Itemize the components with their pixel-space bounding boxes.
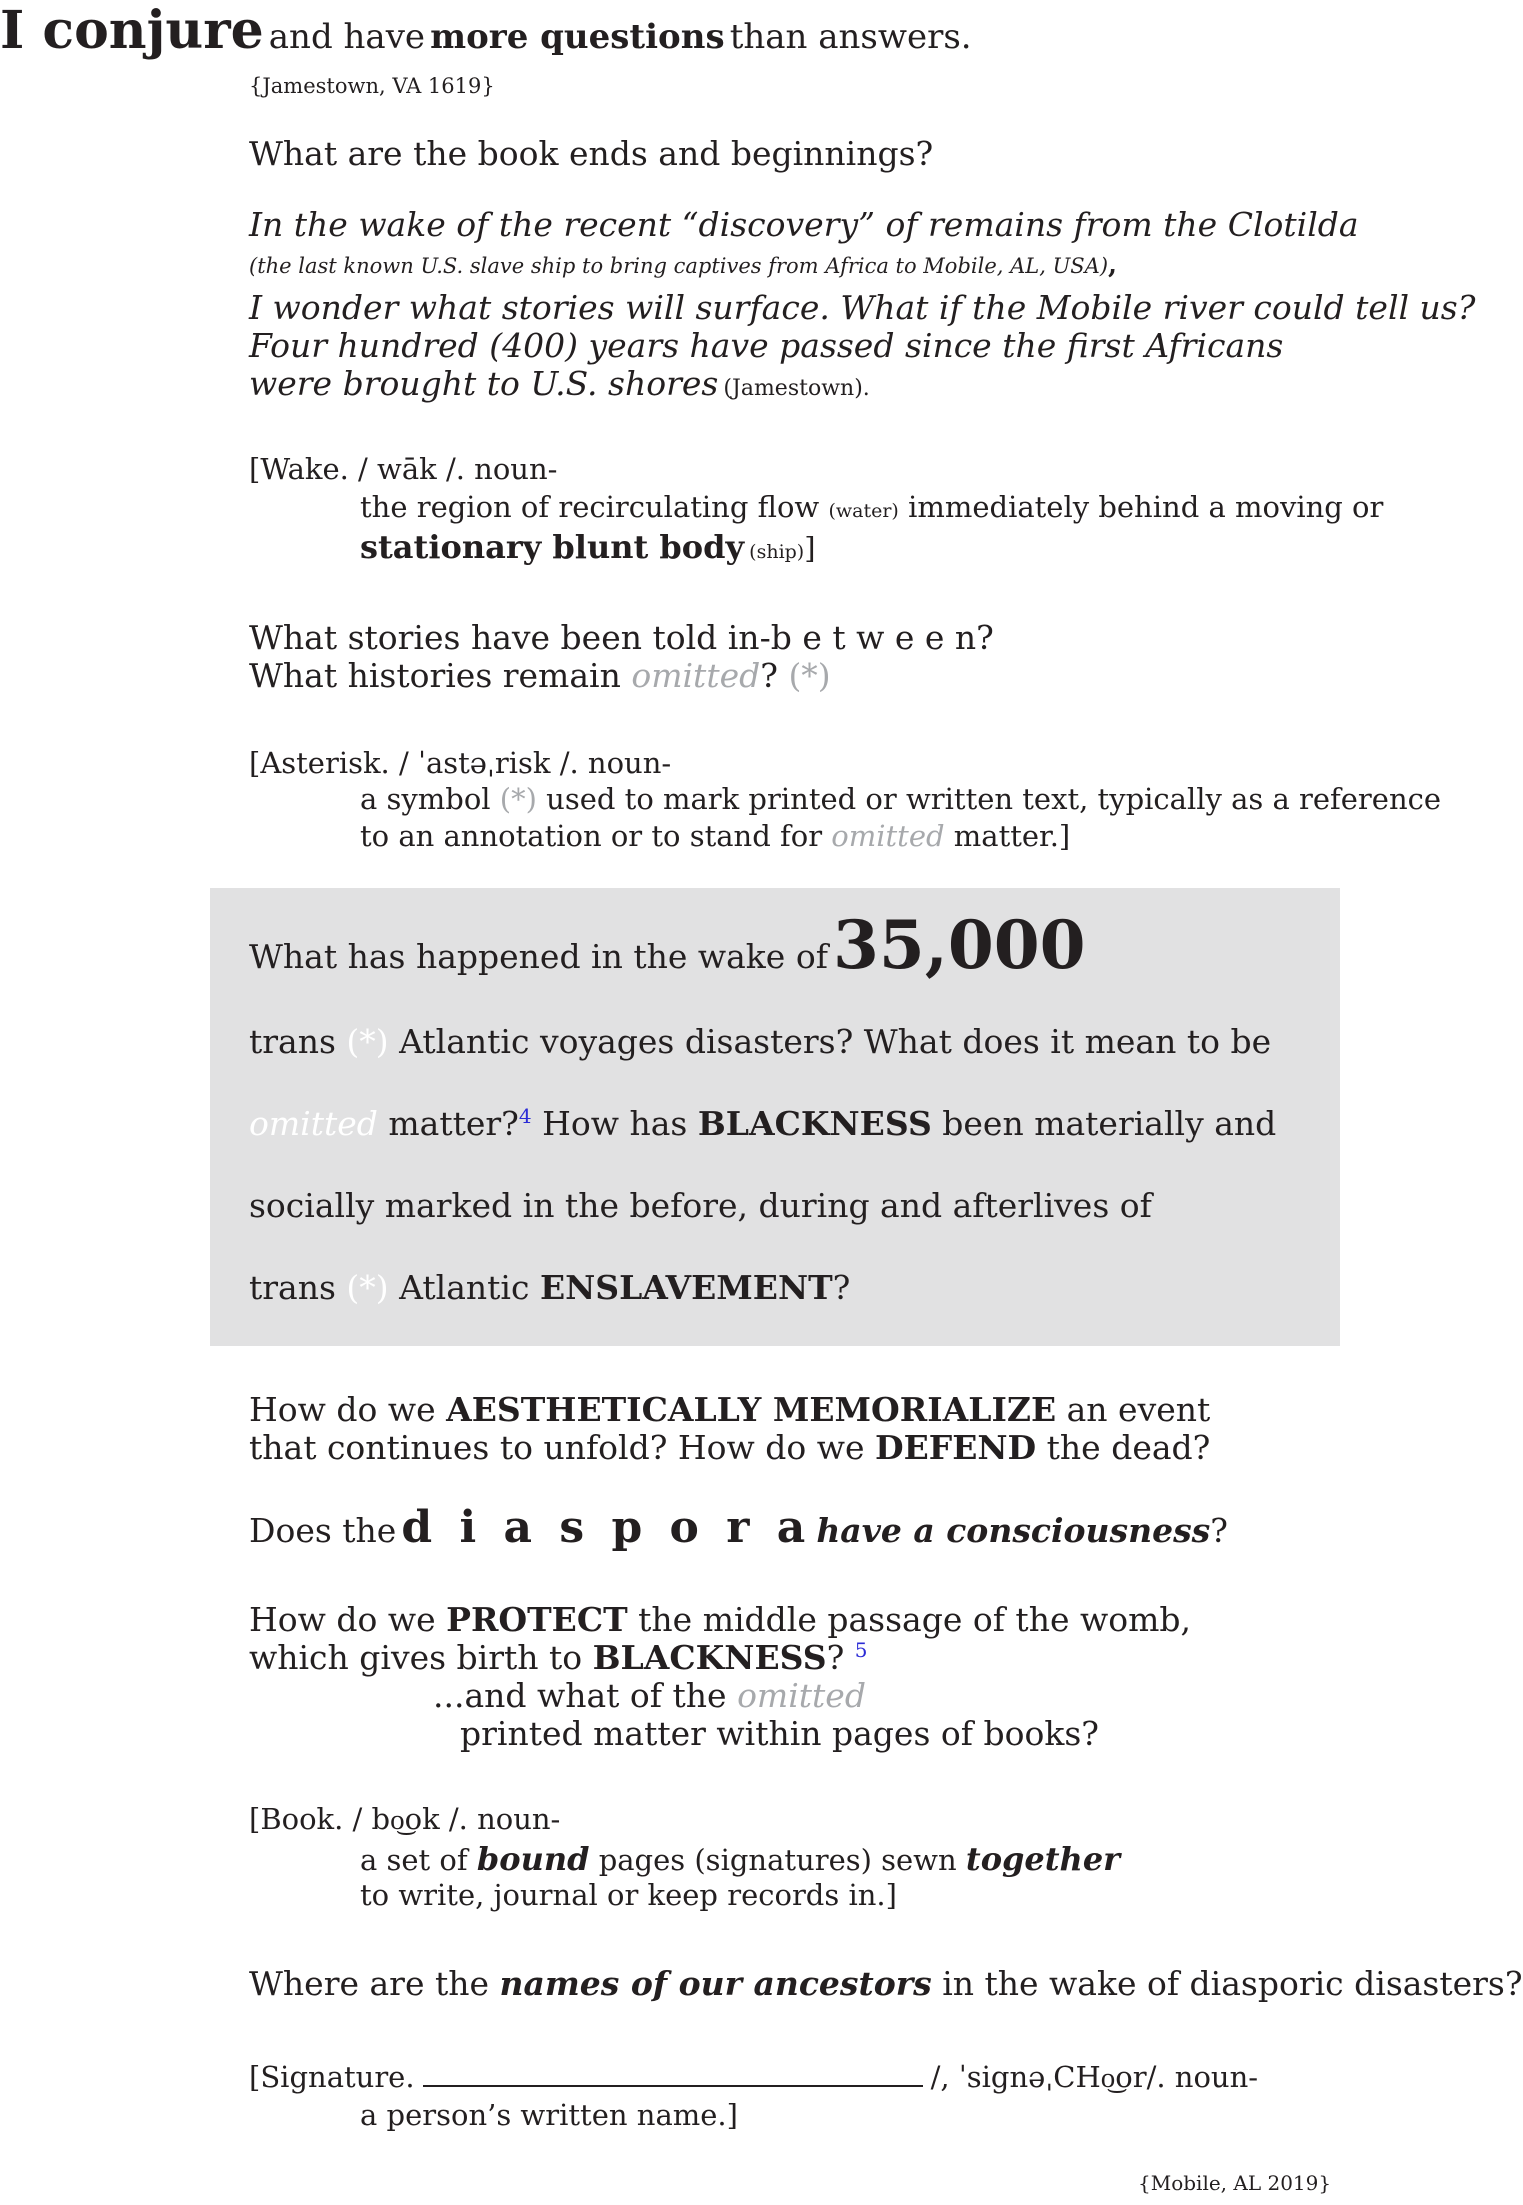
ancestors-c: in the wake of diasporic disasters?: [942, 1964, 1523, 2003]
protect-l2a: which gives birth to: [249, 1638, 583, 1677]
box-line4: socially marked in the before, during and afterlives of: [249, 1186, 1152, 1225]
place-end: {Mobile, AL 2019}: [1138, 2171, 1332, 2195]
box-l5b: Atlantic: [399, 1268, 530, 1307]
box-l5-asterisk: (*): [346, 1268, 389, 1307]
book-def-l2c: pages (signatures) sewn: [598, 1843, 957, 1877]
asterisk-def-l3c: matter.]: [953, 819, 1071, 853]
clotilda-paren-line: [249, 250, 1117, 280]
signature-def-head: [249, 2060, 1258, 2095]
diaspora-d: ?: [1210, 1511, 1228, 1550]
header-mid: and have: [268, 17, 426, 57]
box-l5-enslavement: ENSLAVEMENT: [539, 1268, 833, 1307]
box-line1: [249, 906, 1086, 984]
diaspora-word: d i a s p o r a: [401, 1502, 812, 1553]
memorial-l1a: How do we: [249, 1390, 436, 1429]
clotilda-paren: (the last known U.S. slave ship to bring captives from Africa to Mobile, AL, USA): [249, 254, 1109, 278]
told-line2: [249, 656, 831, 695]
wake-def-l2b: (water): [828, 500, 899, 522]
diaspora-a: Does the: [249, 1511, 397, 1550]
box-l5d: ?: [832, 1268, 851, 1307]
ancestors-line: [249, 1964, 1523, 2003]
asterisk-def-line2: [360, 782, 1441, 816]
book-def-l2a: a set of: [360, 1843, 468, 1877]
box-line5: [249, 1268, 850, 1307]
memorial-line2: [249, 1428, 1210, 1467]
clotilda-line5: were brought to U.S. shores: [249, 364, 719, 403]
box-l3e: been materially and: [942, 1104, 1277, 1143]
question-bookends: What are the book ends and beginnings?: [249, 134, 934, 173]
wake-def-l2a: the region of recirculating flow: [360, 490, 820, 524]
clotilda-line3: I wonder what stories will surface. What if the Mobile river could tell us?: [249, 288, 1476, 327]
box-l2-asterisk: (*): [346, 1022, 389, 1061]
asterisk-def-head: [Asterisk. / ˈastəˌrisk /. noun-: [249, 746, 672, 780]
protect-l2c: ?: [826, 1638, 845, 1677]
signature-line[interactable]: [423, 2061, 923, 2087]
ancestors-b: names of our ancestors: [499, 1964, 932, 2003]
protect-l1a: How do we: [249, 1600, 436, 1639]
protect-line2: [249, 1638, 868, 1677]
memorial-l2a: that continues to unfold? How do we: [249, 1428, 865, 1467]
diaspora-line: [249, 1502, 1228, 1553]
memorial-l2c: the dead?: [1046, 1428, 1211, 1467]
book-def-line2: [360, 1840, 1120, 1878]
box-l3-omitted: omitted: [249, 1104, 378, 1143]
memorial-line1: [249, 1390, 1210, 1429]
told-omitted: omitted: [631, 656, 761, 695]
protect-line4: printed matter within pages of books?: [460, 1714, 1099, 1753]
told-l2a: What histories remain: [249, 656, 621, 695]
protect-omitted: omitted: [737, 1676, 866, 1715]
clotilda-line5-row: [249, 364, 870, 403]
memorial-l1b: AESTHETICALLY MEMORIALIZE: [446, 1390, 1057, 1429]
place-start: {Jamestown, VA 1619}: [249, 74, 495, 98]
box-l5a: trans: [249, 1268, 336, 1307]
header-bold: more questions: [430, 17, 725, 57]
book-def-bound: bound: [476, 1840, 590, 1878]
wake-def-line3: [360, 528, 816, 566]
told-line1: What stories have been told in-b e t w e e n?: [249, 618, 994, 657]
box-l2b: Atlantic voyages disasters? What does it mean to be: [399, 1022, 1272, 1061]
asterisk-def-l2a: a symbol: [360, 782, 491, 816]
clotilda-line5-tail: (Jamestown).: [723, 376, 870, 401]
wake-def-l3a: stationary blunt body: [360, 528, 745, 566]
wake-def-line2: [360, 490, 1383, 524]
protect-l3a: ...and what of the: [433, 1676, 727, 1715]
book-def-together: together: [965, 1840, 1121, 1878]
wake-def-l3c: ]: [804, 531, 816, 565]
clotilda-comma: ,: [1108, 250, 1118, 280]
book-def-head: [Book. / bo͜ok /. noun-: [249, 1802, 561, 1836]
box-l2a: trans: [249, 1022, 336, 1061]
ancestors-a: Where are the: [249, 1964, 490, 2003]
box-line3: [249, 1104, 1276, 1143]
asterisk-def-line3: [360, 819, 1070, 853]
memorial-l2b: DEFEND: [875, 1428, 1037, 1467]
header-line: [0, 0, 972, 61]
diaspora-c: have a consciousness: [816, 1511, 1211, 1550]
protect-line1: [249, 1600, 1191, 1639]
signature-def-line2: a person’s written name.]: [360, 2098, 738, 2132]
asterisk-def-l3a: to an annotation or to stand for: [360, 819, 823, 853]
wake-def-l2c: immediately behind a moving or: [908, 490, 1384, 524]
clotilda-line4: Four hundred (400) years have passed since the first Africans: [249, 326, 1284, 365]
footnote-5[interactable]: 5: [854, 1638, 868, 1662]
asterisk-def-l2c: used to mark printed or written text, typically as a reference: [546, 782, 1442, 816]
asterisk-def-omitted: omitted: [831, 819, 945, 853]
box-number: 35,000: [833, 906, 1086, 984]
box-l3b: matter?: [388, 1104, 519, 1143]
protect-l1b: PROTECT: [446, 1600, 628, 1639]
book-def-line3: to write, journal or keep records in.]: [360, 1878, 897, 1912]
box-line2: [249, 1022, 1271, 1061]
told-qmark: ?: [760, 656, 778, 695]
header-end: than answers.: [729, 17, 972, 57]
box-l3c: How has: [542, 1104, 688, 1143]
told-asterisk: (*): [788, 656, 831, 695]
protect-line3: [433, 1676, 866, 1715]
protect-l2b: BLACKNESS: [592, 1638, 827, 1677]
protect-l1c: the middle passage of the womb,: [638, 1600, 1191, 1639]
wake-def-head: [Wake. / wāk /. noun-: [249, 452, 558, 486]
signature-def-b: /, ˈsignəˌCHo͜or/. noun-: [930, 2060, 1259, 2094]
asterisk-def-symbol: (*): [499, 782, 537, 816]
header-lead: I conjure: [0, 0, 264, 61]
clotilda-line1: In the wake of the recent “discovery” of remains from the Clotilda: [249, 205, 1359, 244]
signature-def-a: [Signature.: [249, 2060, 415, 2094]
box-l3-blackness: BLACKNESS: [697, 1104, 932, 1143]
box-l1a: What has happened in the wake of: [249, 937, 828, 976]
memorial-l1c: an event: [1066, 1390, 1211, 1429]
footnote-4[interactable]: 4: [518, 1104, 532, 1128]
wake-def-l3b: (ship): [749, 541, 805, 563]
